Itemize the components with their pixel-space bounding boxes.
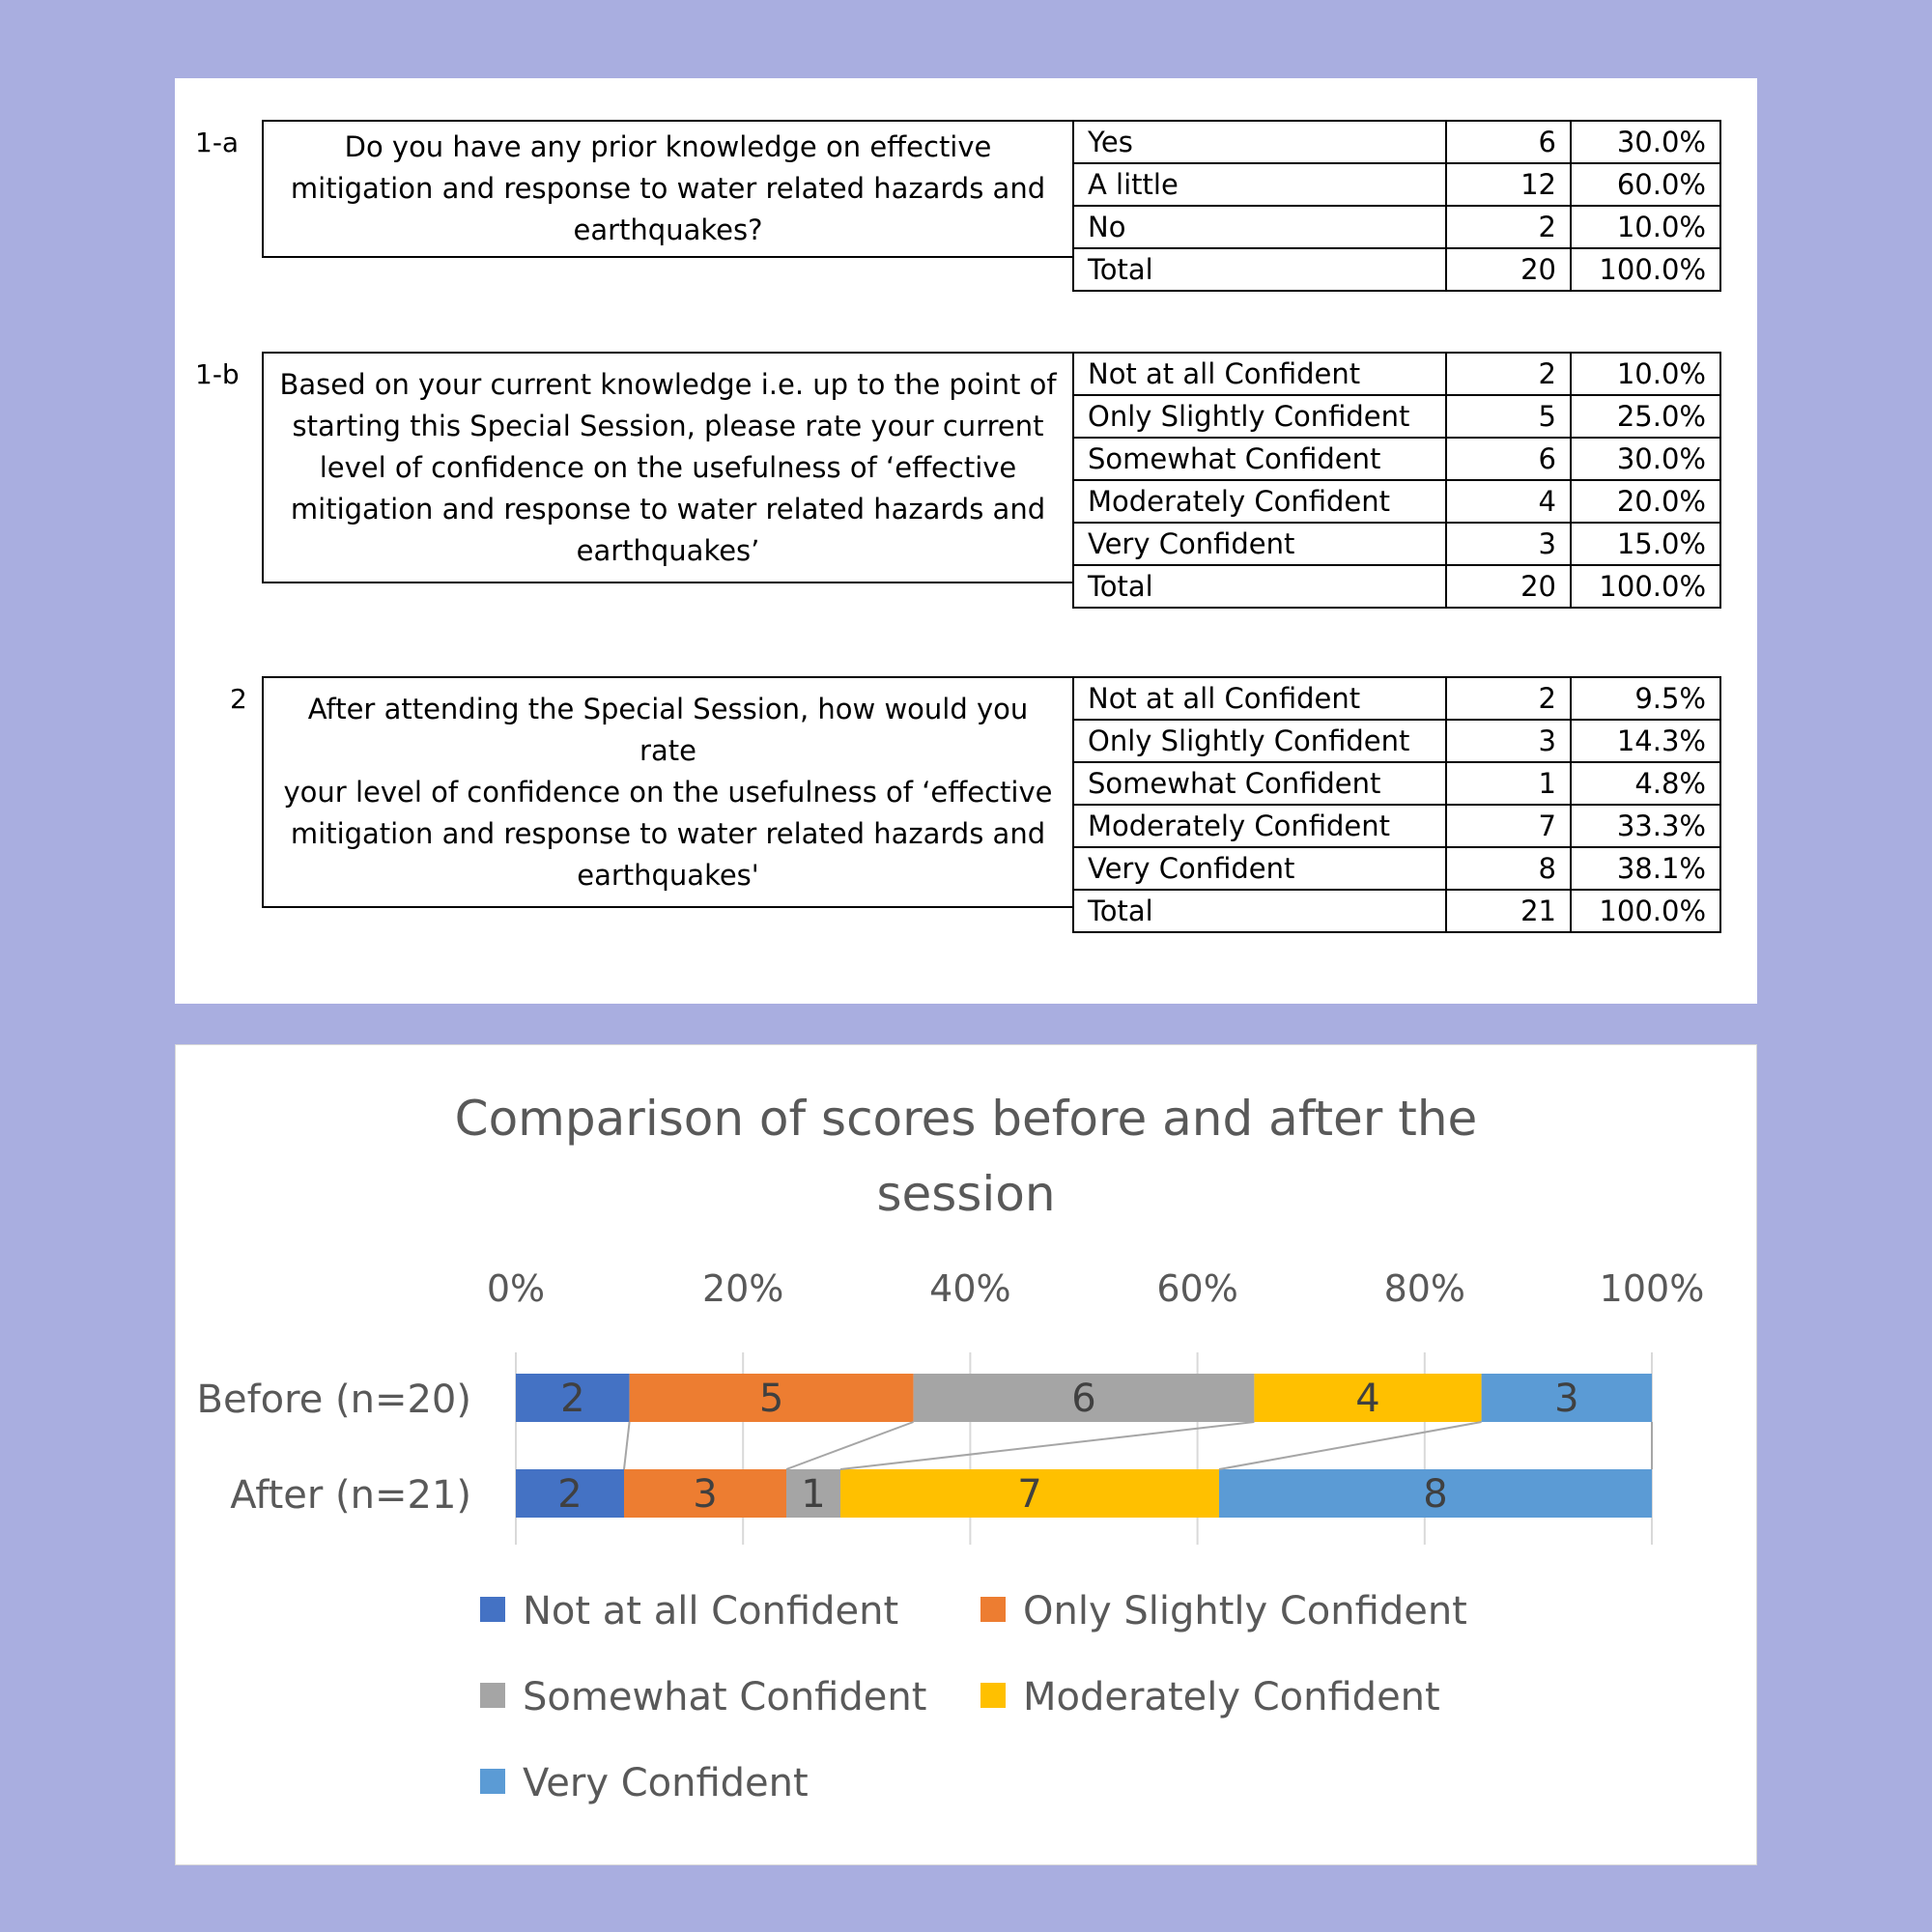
response-percent: 33.3% bbox=[1571, 805, 1720, 847]
response-label: Very Confident bbox=[1073, 847, 1446, 890]
x-tick-label: 40% bbox=[929, 1267, 1011, 1310]
question-line: earthquakes? bbox=[573, 213, 763, 246]
question-line: starting this Special Session, please rate your current bbox=[292, 409, 1044, 442]
question-line: Based on your current knowledge i.e. up to the point of bbox=[279, 367, 1057, 401]
stacked-bar-chart bbox=[176, 1045, 1756, 1864]
x-tick-label: 20% bbox=[701, 1267, 784, 1310]
data-label: 5 bbox=[758, 1377, 784, 1421]
response-count: 1 bbox=[1446, 762, 1571, 805]
response-count: 4 bbox=[1446, 480, 1571, 523]
table-row bbox=[1073, 480, 1720, 523]
response-percent: 20.0% bbox=[1571, 480, 1720, 523]
legend-label: Not at all Confident bbox=[523, 1589, 899, 1634]
series-line bbox=[1219, 1422, 1482, 1469]
question-line: Do you have any prior knowledge on effective bbox=[344, 130, 992, 163]
table-row bbox=[1073, 523, 1720, 565]
response-percent: 30.0% bbox=[1571, 121, 1720, 163]
response-label: Only Slightly Confident bbox=[1073, 395, 1446, 438]
response-percent: 38.1% bbox=[1571, 847, 1720, 890]
response-percent: 4.8% bbox=[1571, 762, 1720, 805]
response-label: Moderately Confident bbox=[1073, 480, 1446, 523]
response-percent: 100.0% bbox=[1571, 890, 1720, 932]
response-label: Not at all Confident bbox=[1073, 353, 1446, 395]
legend-swatch bbox=[480, 1683, 505, 1708]
response-table bbox=[1072, 120, 1721, 292]
table-row bbox=[1073, 121, 1720, 163]
legend-label: Only Slightly Confident bbox=[1023, 1589, 1467, 1634]
tables-panel bbox=[175, 78, 1757, 1004]
response-label: Somewhat Confident bbox=[1073, 438, 1446, 480]
data-label: 2 bbox=[557, 1472, 582, 1517]
response-count: 6 bbox=[1446, 438, 1571, 480]
response-count: 2 bbox=[1446, 677, 1571, 720]
x-tick-label: 60% bbox=[1156, 1267, 1238, 1310]
response-count: 12 bbox=[1446, 163, 1571, 206]
data-label: 7 bbox=[1017, 1472, 1042, 1517]
response-percent: 10.0% bbox=[1571, 353, 1720, 395]
response-label: Only Slightly Confident bbox=[1073, 720, 1446, 762]
response-percent: 15.0% bbox=[1571, 523, 1720, 565]
legend-label: Very Confident bbox=[523, 1761, 809, 1805]
table-row bbox=[1073, 677, 1720, 720]
question-text bbox=[262, 120, 1074, 258]
response-count: 6 bbox=[1446, 121, 1571, 163]
data-label: 8 bbox=[1423, 1472, 1448, 1517]
question-number: 2 bbox=[230, 683, 247, 715]
chart-title: Comparison of scores before and after the session bbox=[454, 1091, 1478, 1222]
series-line bbox=[624, 1422, 630, 1469]
response-table bbox=[1072, 352, 1721, 609]
x-tick-label: 100% bbox=[1599, 1267, 1705, 1310]
response-count: 3 bbox=[1446, 523, 1571, 565]
response-percent: 25.0% bbox=[1571, 395, 1720, 438]
question-line: mitigation and response to water related hazards and bbox=[290, 816, 1046, 850]
response-count: 8 bbox=[1446, 847, 1571, 890]
table-row bbox=[1073, 805, 1720, 847]
response-percent: 30.0% bbox=[1571, 438, 1720, 480]
data-label: 1 bbox=[801, 1472, 826, 1517]
question-line: level of confidence on the usefulness of ‘effective bbox=[319, 450, 1017, 484]
data-label: 3 bbox=[693, 1472, 718, 1517]
table-row bbox=[1073, 565, 1720, 608]
question-text bbox=[262, 352, 1074, 583]
table-row bbox=[1073, 206, 1720, 248]
table-row bbox=[1073, 395, 1720, 438]
response-count: 7 bbox=[1446, 805, 1571, 847]
response-table bbox=[1072, 676, 1721, 933]
response-label: Total bbox=[1073, 565, 1446, 608]
response-percent: 10.0% bbox=[1571, 206, 1720, 248]
question-line: earthquakes' bbox=[577, 858, 759, 892]
response-label: Not at all Confident bbox=[1073, 677, 1446, 720]
table-row bbox=[1073, 720, 1720, 762]
question-number: 1-a bbox=[195, 127, 240, 158]
data-label: 3 bbox=[1554, 1377, 1579, 1421]
response-count: 21 bbox=[1446, 890, 1571, 932]
response-label: A little bbox=[1073, 163, 1446, 206]
response-percent: 100.0% bbox=[1571, 248, 1720, 291]
response-label: Yes bbox=[1073, 121, 1446, 163]
response-label: Moderately Confident bbox=[1073, 805, 1446, 847]
response-percent: 14.3% bbox=[1571, 720, 1720, 762]
table-row bbox=[1073, 353, 1720, 395]
data-label: 6 bbox=[1071, 1377, 1096, 1421]
x-tick-label: 80% bbox=[1383, 1267, 1466, 1310]
table-row bbox=[1073, 762, 1720, 805]
data-label: 4 bbox=[1355, 1377, 1380, 1421]
question-text bbox=[262, 676, 1074, 908]
response-count: 3 bbox=[1446, 720, 1571, 762]
legend-swatch bbox=[980, 1683, 1006, 1708]
response-count: 5 bbox=[1446, 395, 1571, 438]
legend-label: Somewhat Confident bbox=[523, 1675, 927, 1719]
legend-label: Moderately Confident bbox=[1023, 1675, 1440, 1719]
category-label: Before (n=20) bbox=[196, 1378, 471, 1422]
question-line: your level of confidence on the usefulness of ‘effective bbox=[283, 775, 1053, 809]
data-label: 2 bbox=[560, 1377, 585, 1421]
legend-swatch bbox=[980, 1597, 1006, 1622]
question-line: earthquakes’ bbox=[576, 533, 760, 567]
response-label: Total bbox=[1073, 248, 1446, 291]
response-label: Very Confident bbox=[1073, 523, 1446, 565]
response-percent: 100.0% bbox=[1571, 565, 1720, 608]
response-percent: 9.5% bbox=[1571, 677, 1720, 720]
x-tick-label: 0% bbox=[486, 1267, 546, 1310]
response-count: 20 bbox=[1446, 565, 1571, 608]
question-line: mitigation and response to water related hazards and bbox=[290, 172, 1046, 205]
category-label: After (n=21) bbox=[230, 1473, 471, 1518]
question-line: After attending the Special Session, how would you rate bbox=[307, 692, 1029, 767]
table-row bbox=[1073, 847, 1720, 890]
legend-swatch bbox=[480, 1769, 505, 1794]
table-row bbox=[1073, 163, 1720, 206]
response-label: Total bbox=[1073, 890, 1446, 932]
legend-swatch bbox=[480, 1597, 505, 1622]
table-row bbox=[1073, 248, 1720, 291]
response-count: 20 bbox=[1446, 248, 1571, 291]
question-line: mitigation and response to water related hazards and bbox=[290, 492, 1046, 526]
question-number: 1-b bbox=[195, 358, 240, 390]
table-row bbox=[1073, 438, 1720, 480]
chart-panel bbox=[175, 1044, 1757, 1865]
response-label: No bbox=[1073, 206, 1446, 248]
response-count: 2 bbox=[1446, 353, 1571, 395]
response-percent: 60.0% bbox=[1571, 163, 1720, 206]
series-line bbox=[840, 1422, 1254, 1469]
response-count: 2 bbox=[1446, 206, 1571, 248]
response-label: Somewhat Confident bbox=[1073, 762, 1446, 805]
table-row bbox=[1073, 890, 1720, 932]
